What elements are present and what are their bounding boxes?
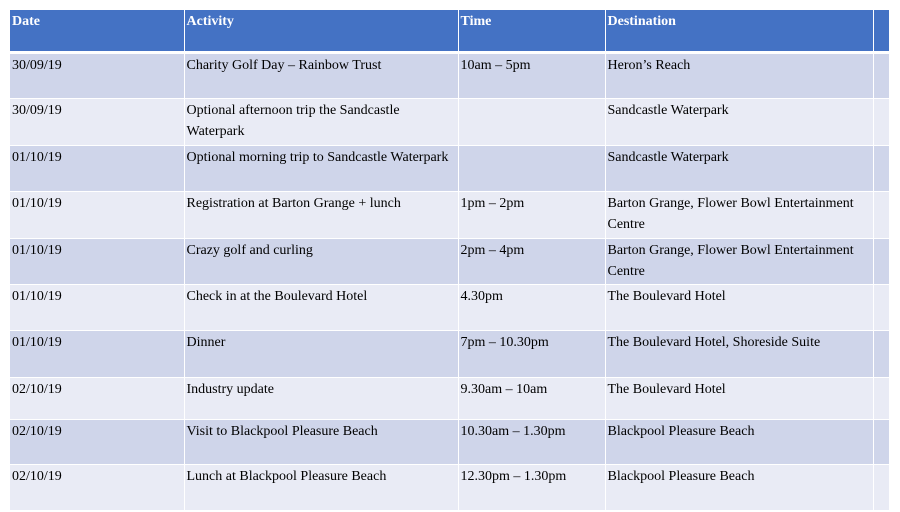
cell-date: 02/10/19	[10, 465, 184, 511]
cell-date: 02/10/19	[10, 420, 184, 465]
cell-destination: Blackpool Pleasure Beach	[605, 465, 873, 511]
cell-extra	[873, 192, 889, 239]
cell-date: 01/10/19	[10, 239, 184, 285]
cell-extra	[873, 239, 889, 285]
cell-time: 10.30am – 1.30pm	[458, 420, 605, 465]
cell-date: 30/09/19	[10, 99, 184, 146]
cell-activity: Dinner	[184, 331, 458, 378]
cell-date: 01/10/19	[10, 192, 184, 239]
cell-extra	[873, 465, 889, 511]
cell-time: 2pm – 4pm	[458, 239, 605, 285]
cell-activity: Lunch at Blackpool Pleasure Beach	[184, 465, 458, 511]
cell-destination: Blackpool Pleasure Beach	[605, 420, 873, 465]
table-row	[10, 192, 889, 239]
cell-extra	[873, 285, 889, 331]
cell-destination: The Boulevard Hotel	[605, 285, 873, 331]
cell-time: 4.30pm	[458, 285, 605, 331]
table-row	[10, 53, 889, 99]
cell-extra	[873, 378, 889, 420]
cell-time	[458, 146, 605, 192]
cell-activity: Crazy golf and curling	[184, 239, 458, 285]
cell-time: 12.30pm – 1.30pm	[458, 465, 605, 511]
table-row	[10, 465, 889, 511]
itinerary-table-container	[10, 10, 889, 511]
cell-extra	[873, 420, 889, 465]
table-row	[10, 378, 889, 420]
cell-time	[458, 99, 605, 146]
cell-date: 01/10/19	[10, 331, 184, 378]
cell-destination: Heron’s Reach	[605, 53, 873, 99]
table-body	[10, 53, 889, 511]
table-row	[10, 239, 889, 285]
header-date: Date	[10, 10, 184, 53]
table-row	[10, 285, 889, 331]
header-activity: Activity	[184, 10, 458, 53]
cell-extra	[873, 331, 889, 378]
cell-date: 01/10/19	[10, 285, 184, 331]
table-row	[10, 420, 889, 465]
itinerary-table	[10, 10, 890, 511]
cell-activity: Registration at Barton Grange + lunch	[184, 192, 458, 239]
table-header-row	[10, 10, 889, 53]
cell-destination: Barton Grange, Flower Bowl Entertainment Centre	[605, 239, 873, 285]
cell-date: 02/10/19	[10, 378, 184, 420]
cell-time: 7pm – 10.30pm	[458, 331, 605, 378]
cell-activity: Check in at the Boulevard Hotel	[184, 285, 458, 331]
cell-activity: Optional afternoon trip the Sandcastle Waterpark	[184, 99, 458, 146]
cell-extra	[873, 146, 889, 192]
cell-extra	[873, 53, 889, 99]
cell-date: 30/09/19	[10, 53, 184, 99]
table-row	[10, 331, 889, 378]
header-extra-column	[873, 10, 889, 53]
cell-date: 01/10/19	[10, 146, 184, 192]
cell-activity: Industry update	[184, 378, 458, 420]
table-row	[10, 146, 889, 192]
cell-time: 1pm – 2pm	[458, 192, 605, 239]
cell-activity: Optional morning trip to Sandcastle Waterpark	[184, 146, 458, 192]
cell-destination: Sandcastle Waterpark	[605, 99, 873, 146]
cell-extra	[873, 99, 889, 146]
cell-destination: The Boulevard Hotel, Shoreside Suite	[605, 331, 873, 378]
cell-destination: Sandcastle Waterpark	[605, 146, 873, 192]
cell-activity: Visit to Blackpool Pleasure Beach	[184, 420, 458, 465]
cell-time: 9.30am – 10am	[458, 378, 605, 420]
cell-activity: Charity Golf Day – Rainbow Trust	[184, 53, 458, 99]
table-row	[10, 99, 889, 146]
header-time: Time	[458, 10, 605, 53]
header-destination: Destination	[605, 10, 873, 53]
cell-destination: The Boulevard Hotel	[605, 378, 873, 420]
cell-destination: Barton Grange, Flower Bowl Entertainment Centre	[605, 192, 873, 239]
cell-time: 10am – 5pm	[458, 53, 605, 99]
